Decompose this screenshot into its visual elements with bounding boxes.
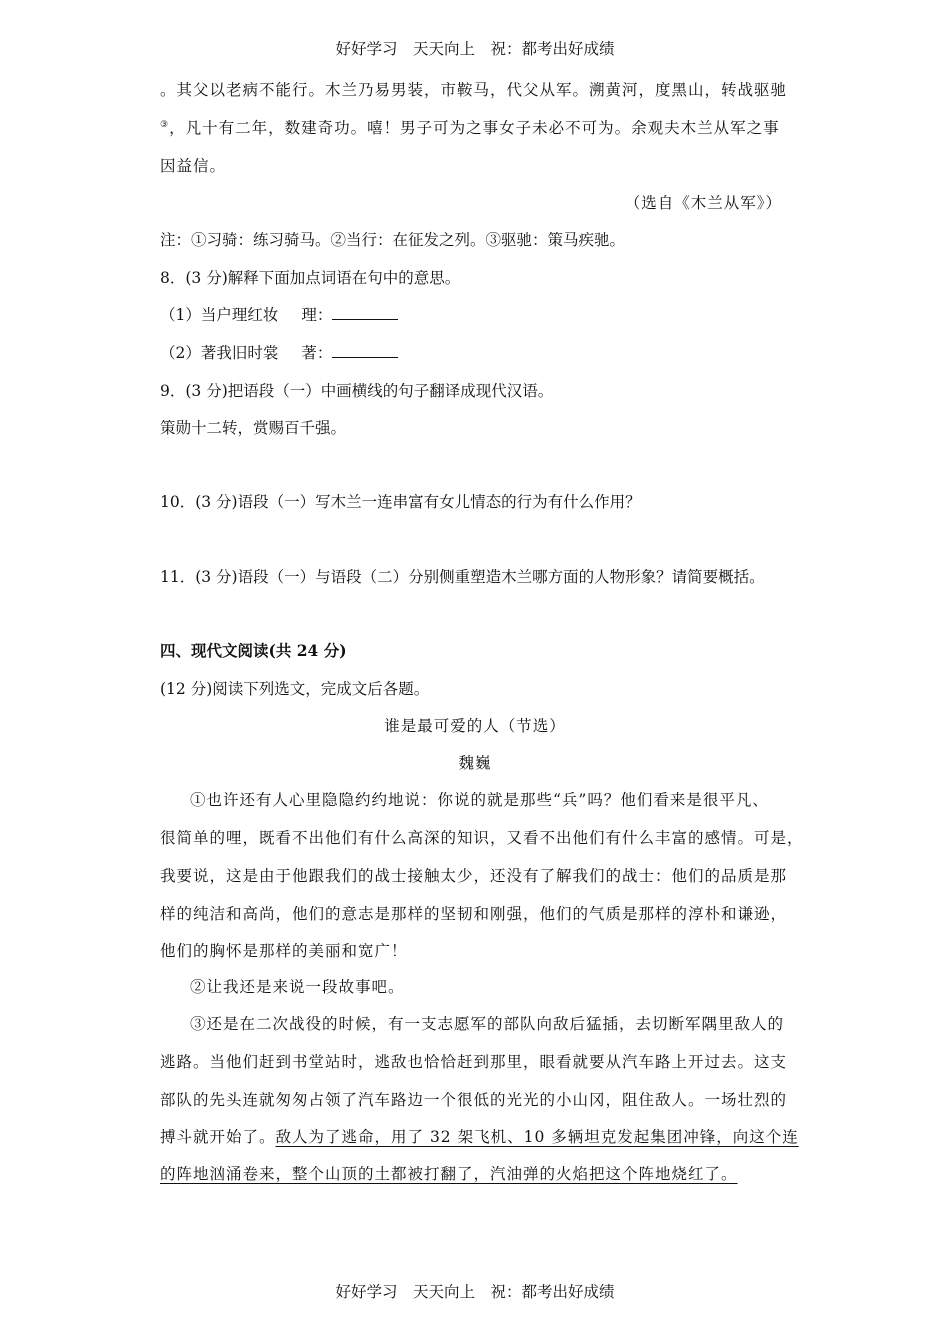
- question-9-sentence: 策勋十二转，赏赐百千强。: [160, 419, 347, 437]
- item-text: （2）著我旧时裳: [160, 344, 279, 362]
- underlined-sentence: 的阵地汹涌卷来，整个山顶的土都被打翻了，汽油弹的火焰把这个阵地烧红了。: [160, 1165, 738, 1183]
- item-word: 理：: [301, 306, 333, 324]
- passage-line-text: ，凡十有二年，数建奇功。嘻！男子可为之事女子未必不可为。余观夫木兰从军之事: [169, 119, 780, 137]
- passage-line: 。其父以老病不能行。木兰乃易男装，市鞍马，代父从军。溯黄河，度黑山，转战驱驰: [160, 81, 788, 99]
- paragraph-1-line: 我要说，这是由于他跟我们的战士接触太少，还没有了解我们的战士：他们的品质是那: [160, 867, 788, 885]
- answer-blank[interactable]: [332, 305, 398, 320]
- page-header: 好好学习 天天向上 祝：都考出好成绩: [335, 40, 615, 58]
- question-8-item-1: [160, 304, 398, 326]
- item-word: 著：: [301, 344, 333, 362]
- plain-text: 搏斗就开始了。: [160, 1128, 276, 1146]
- paragraph-2: ②让我还是来说一段故事吧。: [190, 978, 405, 996]
- passage-source: （选自《木兰从军》）: [624, 194, 782, 212]
- paragraph-1-line: 样的纯洁和高尚，他们的意志是那样的坚韧和刚强，他们的气质是那样的淳朴和谦逊，: [160, 905, 788, 923]
- item-text: （1）当户理红妆: [160, 306, 279, 324]
- passage-line: [160, 117, 780, 139]
- paragraph-1-line: 他们的胸怀是那样的美丽和宽广！: [160, 942, 408, 960]
- question-10-stem: 10．(3 分)语段（一）写木兰一连串富有女儿情态的行为有什么作用？: [160, 493, 641, 511]
- answer-blank[interactable]: [332, 343, 398, 358]
- paragraph-3-line: 部队的先头连就匆匆占领了汽车路边一个很低的光光的小山冈，阻住敌人。一场壮烈的: [160, 1091, 788, 1109]
- question-8-stem: 8．(3 分)解释下面加点词语在句中的意思。: [160, 269, 461, 287]
- paragraph-1-line: ①也许还有人心里隐隐约约地说：你说的就是那些“兵”吗？他们看来是很平凡、: [190, 791, 769, 809]
- paragraph-3-line: ③还是在二次战役的时候，有一支志愿军的部队向敌后猛插，去切断军隅里敌人的: [190, 1015, 785, 1033]
- section-title: 四、现代文阅读(共 24 分): [160, 641, 347, 660]
- article-title: 谁是最可爱的人（节选）: [384, 717, 566, 735]
- paragraph-1-line: 很简单的哩，既看不出他们有什么高深的知识，又看不出他们有什么丰富的感情。可是，: [160, 829, 804, 847]
- question-8-item-2: [160, 342, 398, 364]
- question-11-stem: 11．(3 分)语段（一）与语段（二）分别侧重塑造木兰哪方面的人物形象？请简要概括。: [160, 568, 765, 586]
- section-intro: (12 分)阅读下列选文，完成文后各题。: [160, 680, 430, 698]
- notes: 注：①习骑：练习骑马。②当行：在征发之列。③驱驰：策马疾驰。: [160, 231, 626, 249]
- question-9-stem: 9．(3 分)把语段（一）中画横线的句子翻译成现代汉语。: [160, 382, 554, 400]
- underlined-sentence: 敌人为了逃命，用了 32 架飞机、10 多辆坦克发起集团冲锋，向这个连: [275, 1128, 799, 1146]
- page-footer: 好好学习 天天向上 祝：都考出好成绩: [335, 1283, 615, 1301]
- article-author: 魏巍: [458, 754, 492, 772]
- paragraph-3-line: 逃路。当他们赶到书堂站时，逃敌也恰恰赶到那里，眼看就要从汽车路上开过去。这支: [160, 1053, 788, 1071]
- passage-line: 因益信。: [160, 157, 227, 175]
- paragraph-3-line: [160, 1126, 799, 1148]
- footnote-marker: ③: [160, 119, 170, 130]
